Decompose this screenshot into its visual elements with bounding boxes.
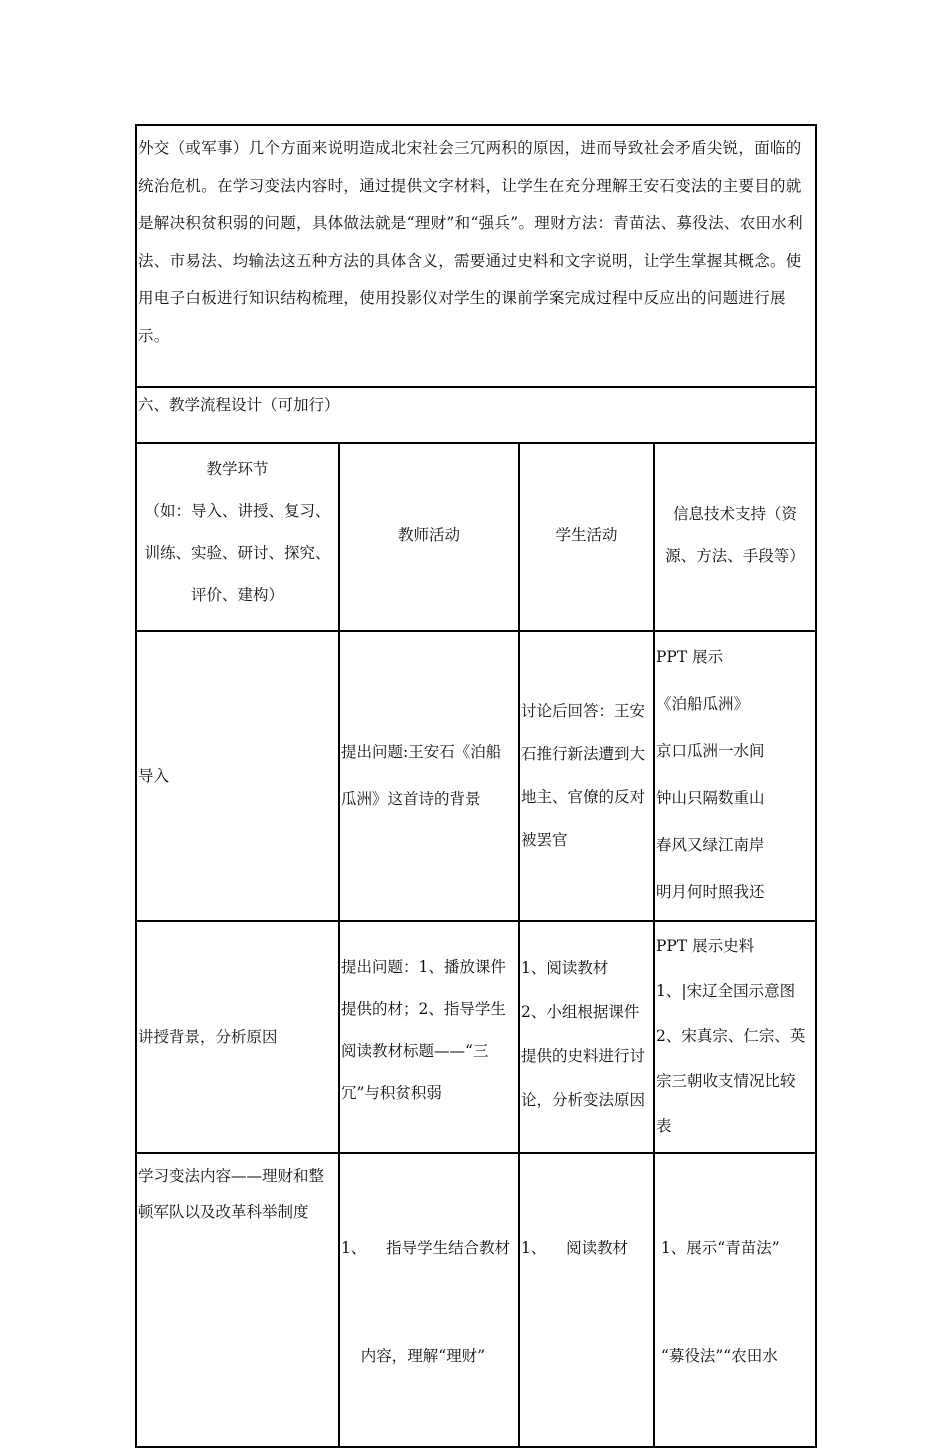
section-title-row: [136, 387, 816, 443]
table-header-row: [136, 443, 816, 631]
student-cell: 讨论后回答：王安 石推行新法遭到大 地主、官僚的反对 被罢官: [519, 631, 654, 921]
header-teacher: 教师活动: [339, 443, 519, 631]
table-row: [136, 1153, 816, 1447]
header-stage: [136, 443, 339, 631]
table-row: [136, 631, 816, 921]
lesson-plan-table: [135, 124, 817, 1448]
student-cell: 1、阅读教材 2、小组根据课件 提供的史料进行讨 论，分析变法原因: [519, 921, 654, 1153]
stage-cell: 导入: [136, 631, 339, 921]
intro-cell: [136, 125, 816, 387]
tech-cell: PPT 展示 《泊船瓜洲》 京口瓜洲一水间 钟山只隔数重山 春风又绿江南岸 明月何时照我还: [654, 631, 816, 921]
header-student: 学生活动: [519, 443, 654, 631]
teacher-cell: 提出问题：1、播放课件 提供的材；2、指导学生 阅读教材标题——“三 冗”与积贫积弱: [339, 921, 519, 1153]
header-stage-line: 教学环节: [206, 460, 269, 478]
header-tech: 信息技术支持（资源、方法、手段等）: [654, 443, 816, 631]
header-stage-line: （如：导入、讲授、复习、: [144, 502, 331, 520]
header-stage-line: 评价、建构）: [190, 586, 284, 604]
table-row: [136, 921, 816, 1153]
teacher-cell: 提出问题:王安石《泊船 瓜洲》这首诗的背景: [339, 631, 519, 921]
header-stage-line: 训练、实验、研讨、探究、: [144, 544, 331, 562]
section-title: 六、教学流程设计（可加行）: [138, 396, 340, 414]
intro-row: [136, 125, 816, 387]
stage-cell: 讲授背景，分析原因: [136, 921, 339, 1153]
student-cell: 1、 阅读教材: [519, 1153, 654, 1447]
intro-paragraph: 外交（或军事）几个方面来说明造成北宋社会三冗两积的原因，进而导致社会矛盾尖锐，面临的统治危机。在学习变法内容时，通过提供文字材料，让学生在充分理解王安石变法的主要目的就是解决积贫积弱的问题，具体做法就是“理财”和“强兵”。理财方法：青苗法、募役法、农田水利法、市易法、均输法这五种方法的具体含义，需要通过史料和文字说明，让学生掌握其概念。使用电子白板进行知识结构梳理，使用投影仪对学生的课前学案完成过程中反应出的问题进行展示。: [138, 139, 803, 345]
tech-cell: PPT 展示史料 1、|宋辽全国示意图 2、宋真宗、仁宗、英 宗三朝收支情况比较 表: [654, 921, 816, 1153]
stage-cell: 学习变法内容——理财和整 顿军队以及改革科举制度: [136, 1153, 339, 1447]
teacher-cell: 1、 指导学生结合教材 内容，理解“理财”: [339, 1153, 519, 1447]
tech-cell: 1、展示“青苗法” “募役法”“农田水: [654, 1153, 816, 1447]
